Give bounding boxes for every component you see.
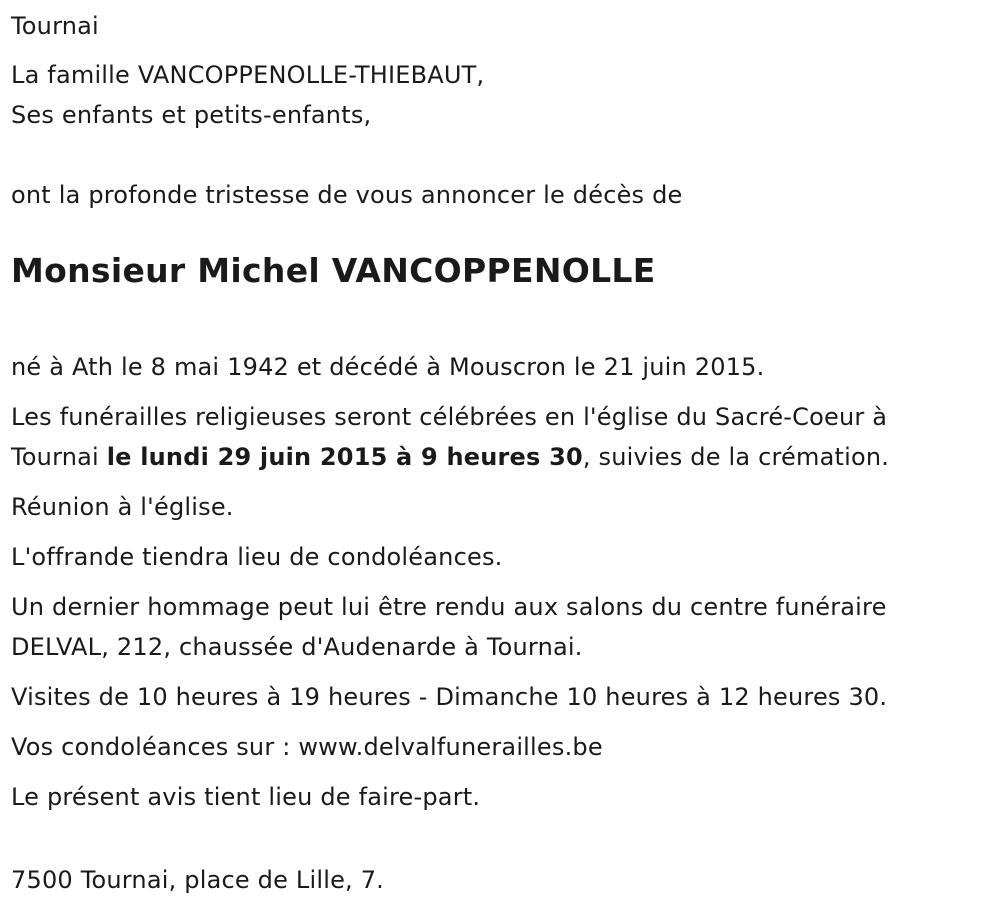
tribute-line-1: Un dernier hommage peut lui être rendu aux salons du centre funéraire — [11, 593, 887, 621]
meeting-line: Réunion à l'église. — [11, 493, 234, 521]
birth-death-line: né à Ath le 8 mai 1942 et décédé à Mouscron le 21 juin 2015. — [11, 353, 765, 381]
deceased-name: Monsieur Michel VANCOPPENOLLE — [11, 251, 656, 290]
funeral-line-2-prefix: Tournai — [11, 443, 107, 471]
family-line: La famille VANCOPPENOLLE-THIEBAUT, — [11, 61, 485, 89]
address-line: 7500 Tournai, place de Lille, 7. — [11, 866, 384, 894]
funeral-line-2 — [11, 437, 991, 477]
funeral-line-1: Les funérailles religieuses seront célébrées en l'église du Sacré-Coeur à — [11, 403, 888, 431]
tribute-line-2: DELVAL, 212, chaussée d'Audenarde à Tournai. — [11, 633, 583, 661]
announcement-line: ont la profonde tristesse de vous annoncer le décès de — [11, 181, 683, 209]
funeral-line-2-suffix: , suivies de la crémation. — [582, 443, 890, 471]
children-line: Ses enfants et petits-enfants, — [11, 101, 372, 129]
city-heading: Tournai — [11, 12, 99, 40]
notice-statement-line: Le présent avis tient lieu de faire-part. — [11, 783, 481, 811]
offering-line: L'offrande tiendra lieu de condoléances. — [11, 543, 503, 571]
condolences-line: Vos condoléances sur : www.delvalfunerailles.be — [11, 733, 603, 761]
visits-line: Visites de 10 heures à 19 heures - Dimanche 10 heures à 12 heures 30. — [11, 683, 888, 711]
obituary-notice — [11, 6, 991, 900]
funeral-date: le lundi 29 juin 2015 à 9 heures 30 — [106, 443, 583, 471]
